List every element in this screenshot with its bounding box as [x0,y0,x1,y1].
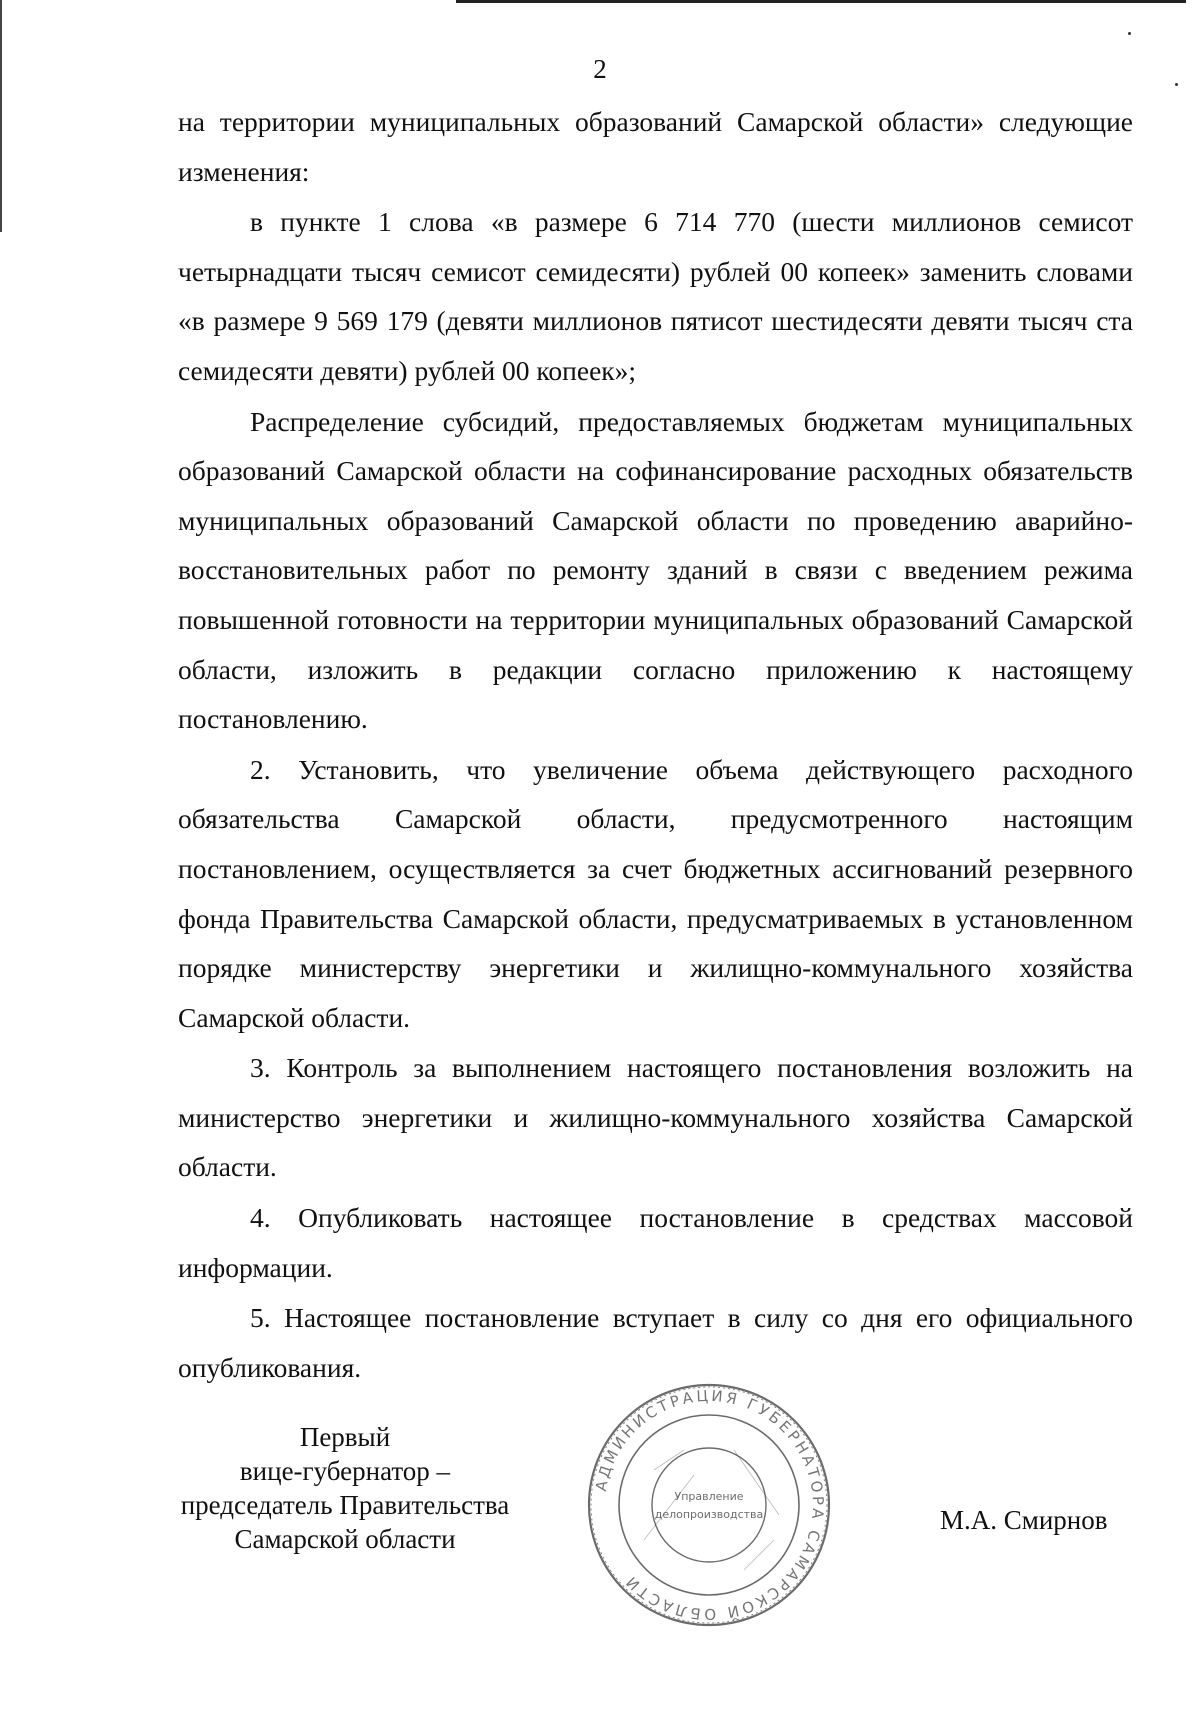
official-seal-stamp [584,1380,834,1630]
seal-outer-text: АДМИНИСТРАЦИЯ ГУБЕРНАТОРА САМАРСКОЙ ОБЛАСТИ [591,1386,828,1624]
paragraph: Распределение субсидий, предоставляемых бюджетам муниципальных образований Самарской области на софинансирование расходных обязательств муниципальных образований Самарской области по проведению аварийно-восстановительных работ по ремонту зданий в связи с введением режима повышенной готовности на территории муниципальных образований Самарской области, изложить в редакции согласно приложению к настоящему постановлению. [178,405,1133,735]
left-margin-mark [0,0,2,232]
signatory-position-line: председатель Правительства [180,1490,510,1520]
signatory-position [160,1420,530,1556]
signatory-position-line: вице-губернатор – [239,1456,451,1486]
top-border-line [456,0,1186,3]
svg-text:АДМИНИСТРАЦИЯ ГУБЕРНАТОРА САМА [592,1387,827,1623]
paragraph: на территории муниципальных образований Самарской области» следующие изменения: [178,106,1133,187]
paragraph: 3. Контроль за выполнением настоящего постановления возложить на министерство энергетики и жилищно-коммунального хозяйства Самарской области. [178,1052,1133,1183]
paragraph: в пункте 1 слова «в размере 6 714 770 (шести миллионов семисот четырнадцати тысяч семисот семидесяти) рублей 00 копеек» заменить словами «в размере 9 569 179 (девяти миллионов пятисот шестидесяти девяти тысяч ста семидесяти девяти) рублей 00 копеек»; [178,206,1133,386]
seal-center-text: Управление [674,1490,744,1503]
document-body [178,97,1133,1392]
signatory-position-line: Самарской области [234,1524,456,1554]
signatory-position-line: Первый [299,1422,391,1452]
seal-center-text: делопроизводства [654,1508,764,1521]
paragraph: 4. Опубликовать настоящее постановление в средствах массовой информации. [178,1202,1133,1283]
scan-speck [1128,32,1131,35]
paragraph: 5. Настоящее постановление вступает в силу со дня его официального опубликования. [178,1302,1133,1383]
page-number: 2 [593,54,607,84]
signatory-name: М.А. Смирнов [940,1505,1108,1535]
paragraph: 2. Установить, что увеличение объема действующего расходного обязательства Самарской области, предусмотренного настоящим постановлением, осуществляется за счет бюджетных ассигнований резервного фонда Правительства Самарской области, предусматриваемых в установленном порядке министерству энергетики и жилищно-коммунального хозяйства Самарской области. [178,753,1133,1033]
